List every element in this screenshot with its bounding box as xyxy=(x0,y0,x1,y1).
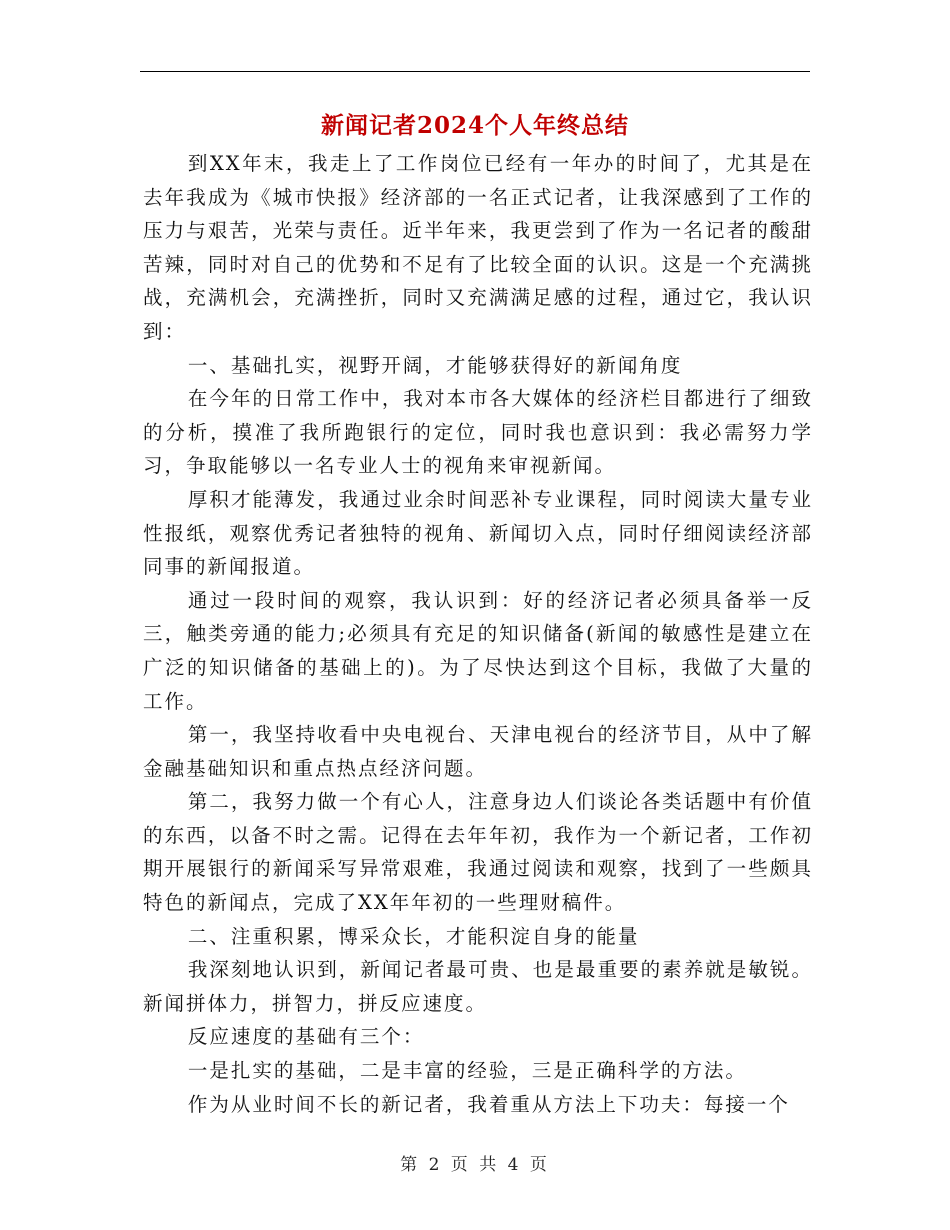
document-body xyxy=(143,147,813,1121)
paragraph: 第一，我坚持收看中央电视台、天津电视台的经济节目，从中了解金融基础知识和重点热点经济问题。 xyxy=(143,723,813,780)
header-rule xyxy=(140,71,810,72)
paragraph: 在今年的日常工作中，我对本市各大媒体的经济栏目都进行了细致的分析，摸准了我所跑银行的定位，同时我也意识到：我必需努力学习，争取能够以一名专业人士的视角来审视新闻。 xyxy=(143,387,813,478)
section-heading: 一、基础扎实，视野开阔，才能够获得好的新闻角度 xyxy=(187,353,683,377)
paragraph: 作为从业时间不长的新记者，我着重从方法上下功夫：每接一个 xyxy=(187,1092,790,1116)
section-heading: 二、注重积累，博采众长，才能积淀自身的能量 xyxy=(187,924,640,948)
paragraph: 我深刻地认识到，新闻记者最可贵、也是最重要的素养就是敏锐。新闻拼体力，拼智力，拼反应速度。 xyxy=(143,958,813,1015)
paragraph: 通过一段时间的观察，我认识到：好的经济记者必须具备举一反三，触类旁通的能力;必须具有充足的知识储备(新闻的敏感性是建立在广泛的知识储备的基础上的)。为了尽快达到这个目标，我做了大量的工作。 xyxy=(143,588,813,713)
paragraph: 第二，我努力做一个有心人，注意身边人们谈论各类话题中有价值的东西，以备不时之需。记得在去年年初，我作为一个新记者，工作初期开展银行的新闻采写异常艰难，我通过阅读和观察，找到了一些颇具特色的新闻点，完成了XX年年初的一些理财稿件。 xyxy=(143,790,813,915)
page-number-footer: 第 2 页 共 4 页 xyxy=(400,1155,550,1175)
document-title: 新闻记者2024个人年终总结 xyxy=(320,112,629,139)
paragraph: 一是扎实的基础，二是丰富的经验，三是正确科学的方法。 xyxy=(187,1059,747,1083)
paragraph: 厚积才能薄发，我通过业余时间恶补专业课程，同时阅读大量专业性报纸，观察优秀记者独特的视角、新闻切入点，同时仔细阅读经济部同事的新闻报道。 xyxy=(143,487,813,579)
paragraph: 反应速度的基础有三个： xyxy=(187,1025,425,1049)
paragraph: 到XX年末，我走上了工作岗位已经有一年办的时间了，尤其是在去年我成为《城市快报》经济部的一名正式记者，让我深感到了工作的压力与艰苦，光荣与责任。近半年来，我更尝到了作为一名记者的酸甜苦辣，同时对自己的优势和不足有了比较全面的认识。这是一个充满挑战，充满机会，充满挫折，同时又充满满足感的过程，通过它，我认识到： xyxy=(143,152,813,343)
